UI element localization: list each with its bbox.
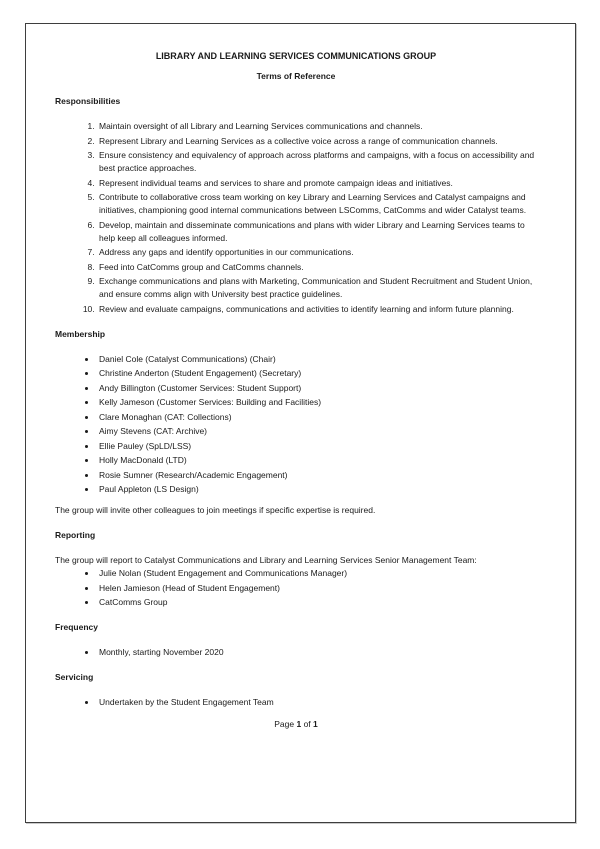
responsibility-item: 5. Contribute to collaborative cross team working on key Library and Learning Services and Catalyst campaigns and initiatives, championing good internal communications between LSComms, CatComms and wider Catalyst teams. [97, 191, 537, 217]
responsibility-item: 6. Develop, maintain and disseminate communications and plans with wider Library and Learning Services teams to help keep all colleagues informed. [97, 219, 537, 245]
responsibility-item: 7. Address any gaps and identify opportunities in our communications. [97, 246, 537, 259]
membership-item: • Andy Billington (Customer Services: Student Support) [97, 382, 537, 395]
membership-item: • Aimy Stevens (CAT: Archive) [97, 425, 537, 438]
membership-item: • Christine Anderton (Student Engagement) (Secretary) [97, 367, 537, 380]
footer-page-number: 1 [296, 719, 302, 729]
responsibility-item: 2. Represent Library and Learning Services as a collective voice across a range of communication channels. [97, 135, 537, 148]
servicing-list [55, 696, 537, 709]
frequency-item: • Monthly, starting November 2020 [97, 646, 537, 659]
membership-item: • Rosie Sumner (Research/Academic Engagement) [97, 469, 537, 482]
section-heading-frequency: Frequency [55, 622, 98, 632]
membership-list [55, 353, 537, 497]
responsibility-item: 3. Ensure consistency and equivalency of approach across platforms and campaigns, with a focus on accessibility and best practice approaches. [97, 149, 537, 175]
membership-item: • Holly MacDonald (LTD) [97, 454, 537, 467]
membership-item: • Ellie Pauley (SpLD/LSS) [97, 440, 537, 453]
reporting-list [55, 567, 537, 609]
section-heading-servicing: Servicing [55, 672, 94, 682]
reporting-item: • Helen Jamieson (Head of Student Engagement) [97, 582, 537, 595]
document-title: LIBRARY AND LEARNING SERVICES COMMUNICATIONS GROUP [155, 51, 437, 61]
responsibility-item: 8. Feed into CatComms group and CatComms channels. [97, 261, 537, 274]
reporting-item: • Julie Nolan (Student Engagement and Communications Manager) [97, 567, 537, 580]
membership-item: • Paul Appleton (LS Design) [97, 483, 537, 496]
membership-item: • Daniel Cole (Catalyst Communications) (Chair) [97, 353, 537, 366]
page-footer [55, 718, 537, 731]
section-heading-responsibilities: Responsibilities [55, 96, 121, 106]
footer-of-label: of [301, 719, 314, 729]
frequency-list [55, 646, 537, 659]
responsibility-item: 1. Maintain oversight of all Library and Learning Services communications and channels. [97, 120, 537, 133]
responsibility-item: 10. Review and evaluate campaigns, communications and activities to identify learning and inform future planning. [97, 303, 537, 316]
section-heading-membership: Membership [55, 328, 106, 339]
reporting-item: • CatComms Group [97, 596, 537, 609]
membership-item: • Kelly Jameson (Customer Services: Building and Facilities) [97, 396, 537, 409]
footer-total-pages: 1 [313, 719, 318, 729]
section-heading-reporting: Reporting [55, 530, 96, 540]
document-page [25, 23, 576, 823]
footer-page-label: Page [274, 719, 297, 729]
reporting-intro: The group will report to Catalyst Communications and Library and Learning Services Senior Management Team: [55, 555, 477, 565]
responsibility-item: 4. Represent individual teams and services to share and promote campaign ideas and initiatives. [97, 177, 537, 190]
servicing-item: • Undertaken by the Student Engagement Team [97, 696, 537, 709]
membership-item: • Clare Monaghan (CAT: Collections) [97, 411, 537, 424]
responsibilities-list [55, 120, 537, 316]
responsibility-item: 9. Exchange communications and plans with Marketing, Communication and Student Recruitment and Student Union, and ensure comms align with University best practice guidelines. [97, 275, 537, 301]
membership-note: The group will invite other colleagues to join meetings if specific expertise is required. [55, 505, 376, 515]
document-subtitle: Terms of Reference [256, 71, 336, 81]
